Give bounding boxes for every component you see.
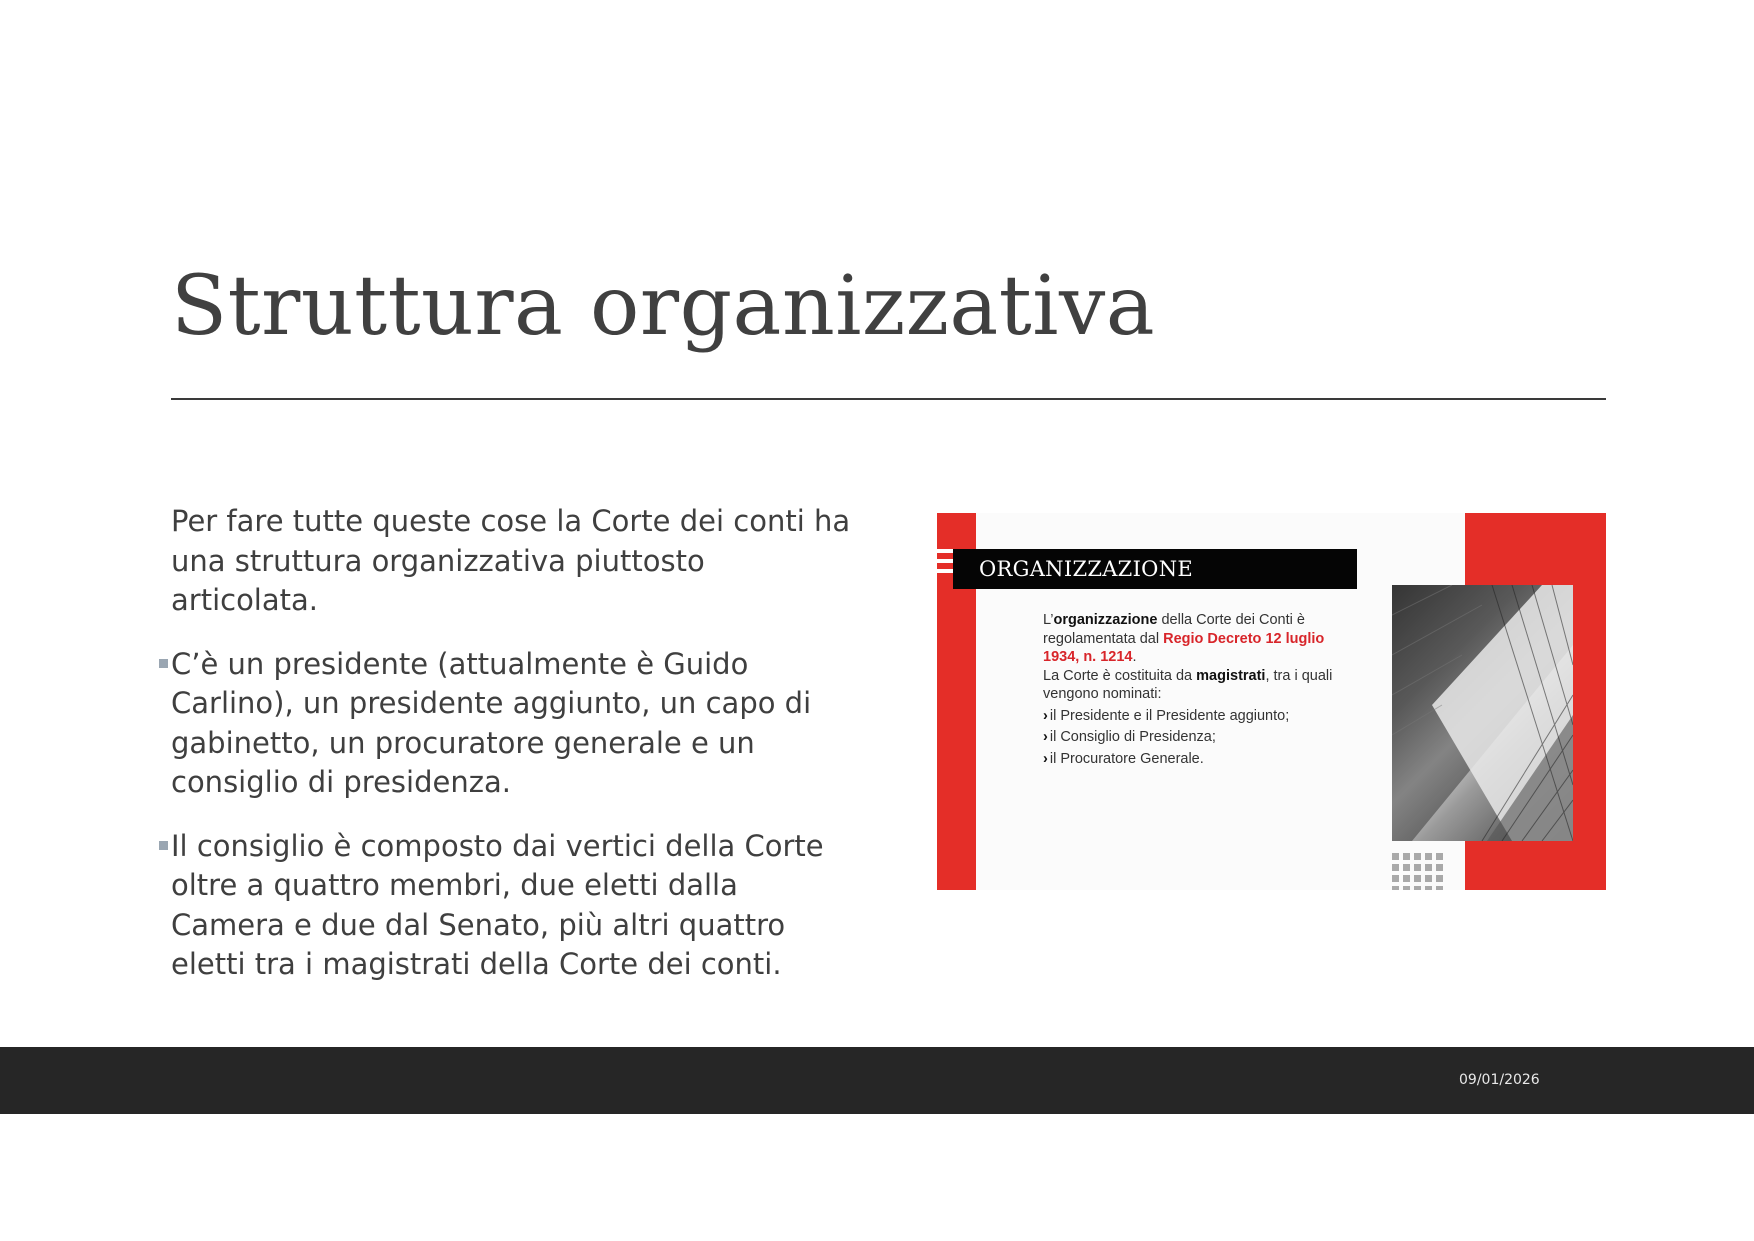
image-list bbox=[1043, 707, 1333, 769]
bullet-item-council bbox=[171, 827, 851, 985]
bullet-text: Il consiglio è composto dai vertici della Corte oltre a quattro membri, due eletti dalla Camera e due dal Senato, più altri quattro eletti tra i magistrati della Corte dei conti. bbox=[171, 828, 824, 981]
slide-body bbox=[171, 502, 851, 1009]
image-description bbox=[1043, 611, 1333, 768]
image-text-regulation: L’organizzazione della Corte dei Conti è regolamentata dal Regio Decreto 12 luglio 1934, n. 1214. bbox=[1043, 612, 1325, 665]
chevron-right-icon: › bbox=[1043, 729, 1048, 745]
image-heading: ORGANIZZAZIONE bbox=[953, 549, 1357, 589]
image-list-item: › il Presidente e il Presidente aggiunto; bbox=[1043, 707, 1290, 724]
image-list-item: › il Consiglio di Presidenza; bbox=[1043, 729, 1216, 745]
chevron-right-icon: › bbox=[1043, 750, 1048, 767]
image-text-magistrati: La Corte è costituita da magistrati, tra i quali vengono nominati: bbox=[1043, 667, 1333, 702]
organizzazione-image bbox=[937, 513, 1606, 890]
stripes-icon bbox=[937, 549, 953, 579]
bullet-square-icon bbox=[159, 659, 168, 668]
slide-title: Struttura organizzativa bbox=[171, 259, 1156, 354]
chevron-right-icon: › bbox=[1043, 707, 1048, 724]
title-divider bbox=[171, 398, 1606, 400]
dot-grid-icon bbox=[1392, 853, 1443, 890]
footer-date: 09/01/2026 bbox=[1459, 1072, 1540, 1088]
bullet-item-president bbox=[171, 645, 851, 803]
intro-paragraph: Per fare tutte queste cose la Corte dei conti ha una struttura organizzativa piuttosto articolata. bbox=[171, 504, 851, 617]
bullet-text: C’è un presidente (attualmente è Guido Carlino), un presidente aggiunto, un capo di gabinetto, un procuratore generale e un consiglio di presidenza. bbox=[171, 646, 812, 799]
bullet-square-icon bbox=[159, 841, 168, 850]
image-list-item: › il Procuratore Generale. bbox=[1043, 750, 1204, 767]
building-photo bbox=[1392, 585, 1573, 841]
